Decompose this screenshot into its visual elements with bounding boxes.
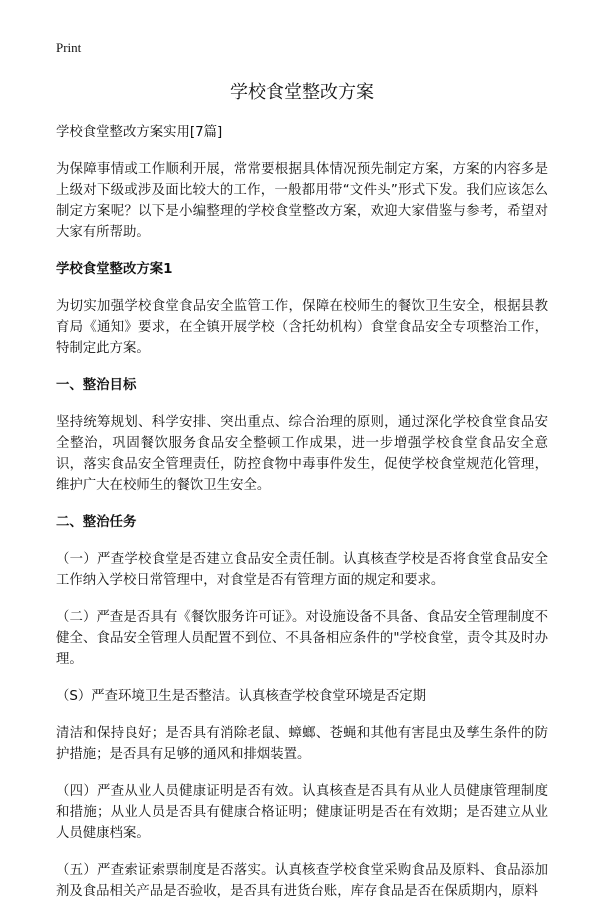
task-paragraph-5: （五）严查索证索票制度是否落实。认真核查学校食堂采购食品及原料、食品添加剂及食品相关产品是否验收，是否具有进货台账，库存食品是否在保质期内，原料	[56, 863, 548, 899]
section-intro-paragraph: 为切实加强学校食堂食品安全监管工作，保障在校师生的餐饮卫生安全，根据县教育局《通知》要求，在全镇开展学校（含托幼机构）食堂食品安全专项整治工作，特制定此方案。	[56, 299, 548, 356]
document-title: 学校食堂整改方案	[230, 82, 374, 103]
goal-paragraph: 坚持统筹规划、科学安排、突出重点、综合治理的原则，通过深化学校食堂食品安全整治，巩固餐饮服务食品安全整顿工作成果，进一步增强学校食堂食品安全意识，落实食品安全管理责任，防控食物中毒事件发生，促使学校食堂规范化管理，维护广大在校师生的餐饮卫生安全。	[56, 415, 548, 493]
tasks-heading: 二、整治任务	[56, 515, 137, 530]
task-paragraph-3-continued: 清洁和保持良好；是否具有消除老鼠、蟑螂、苍蝇和其他有害昆虫及孳生条件的防护措施；是否具有足够的通风和排烟装置。	[56, 726, 548, 762]
document-subtitle: 学校食堂整改方案实用[7篇]	[56, 125, 223, 140]
task-paragraph-4: （四）严查从业人员健康证明是否有效。认真核查是否具有从业人员健康管理制度和措施；从业人员是否具有健康合格证明；健康证明是否在有效期；是否建立从业人员健康档案。	[56, 784, 548, 841]
task-paragraph-2: （二）严查是否具有《餐饮服务许可证》。对设施设备不具备、食品安全管理制度不健全、食品安全管理人员配置不到位、不具备相应条件的"学校食堂，责令其及时办理。	[56, 610, 548, 667]
goal-heading: 一、整治目标	[56, 378, 137, 393]
document-page	[56, 40, 548, 902]
section-heading: 学校食堂整改方案1	[56, 262, 173, 277]
print-link[interactable]: Print	[56, 40, 82, 55]
task-paragraph-3: （S）严查环境卫生是否整洁。认真核查学校食堂环境是否定期	[56, 689, 427, 704]
task-paragraph-1: （一）严查学校食堂是否建立食品安全责任制。认真核查学校是否将食堂食品安全工作纳入学校日常管理中，对食堂是否有管理方面的规定和要求。	[56, 552, 548, 588]
intro-paragraph: 为保障事情或工作顺利开展，常常要根据具体情况预先制定方案，方案的内容多是上级对下级或涉及面比较大的工作，一般都用带“文件头”形式下发。我们应该怎么制定方案呢？以下是小编整理的学校食堂整改方案，欢迎大家借鉴与参考，希望对大家有所帮助。	[56, 162, 548, 240]
